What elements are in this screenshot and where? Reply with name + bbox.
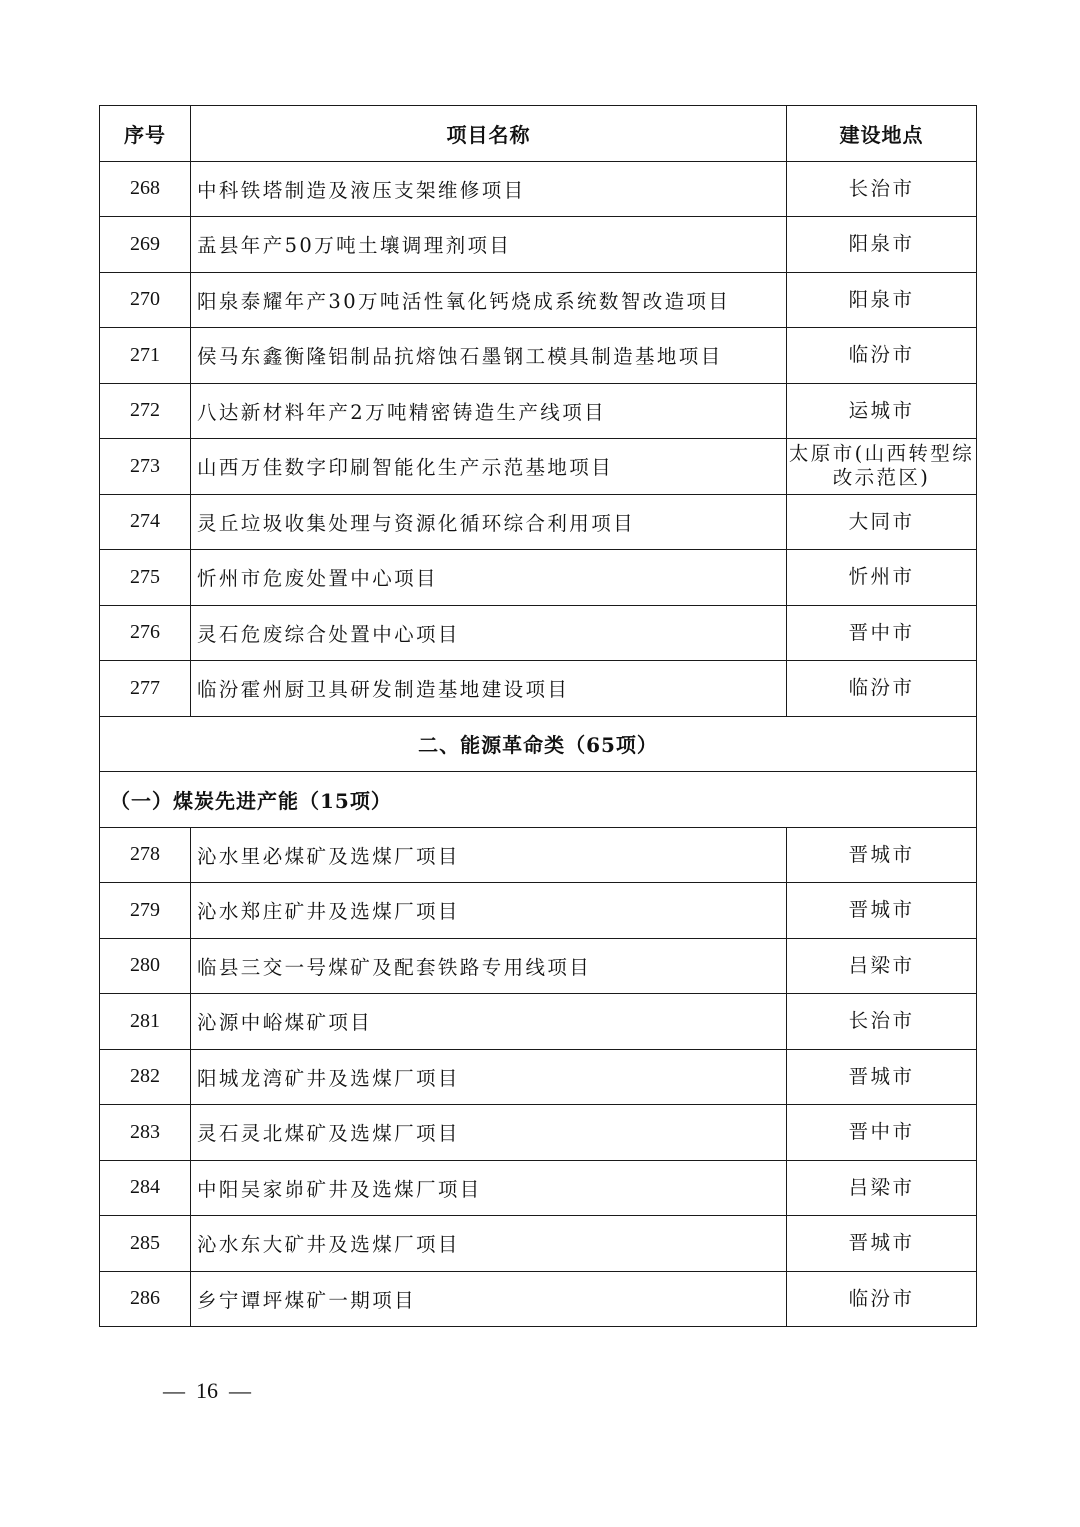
project-name: 灵石危废综合处置中心项目 [191, 605, 787, 661]
project-name: 侯马东鑫衡隆铝制品抗熔蚀石墨钢工模具制造基地项目 [191, 328, 787, 384]
row-number: 276 [100, 605, 191, 661]
project-location: 运城市 [787, 383, 977, 439]
project-location: 太原市(山西转型综改示范区) [787, 439, 977, 495]
row-number: 280 [100, 938, 191, 994]
section-row [100, 716, 977, 772]
table-row [100, 217, 977, 273]
row-number: 284 [100, 1160, 191, 1216]
project-name: 阳泉泰耀年产30万吨活性氧化钙烧成系统数智改造项目 [191, 272, 787, 328]
section-title: 二、能源革命类（65项） [100, 716, 977, 772]
project-name: 盂县年产50万吨土壤调理剂项目 [191, 217, 787, 273]
project-name: 中科铁塔制造及液压支架维修项目 [191, 161, 787, 217]
row-number: 275 [100, 550, 191, 606]
project-location: 临汾市 [787, 328, 977, 384]
project-location: 晋中市 [787, 1105, 977, 1161]
project-name: 阳城龙湾矿井及选煤厂项目 [191, 1049, 787, 1105]
table-row [100, 1105, 977, 1161]
subsection-title: （一）煤炭先进产能（15项） [100, 772, 977, 828]
row-number: 285 [100, 1216, 191, 1272]
row-number: 282 [100, 1049, 191, 1105]
row-number: 277 [100, 661, 191, 717]
row-number: 272 [100, 383, 191, 439]
subsection-row [100, 772, 977, 828]
project-name: 八达新材料年产2万吨精密铸造生产线项目 [191, 383, 787, 439]
section-block [100, 716, 977, 827]
project-location: 大同市 [787, 494, 977, 550]
table-body-bottom [100, 827, 977, 1327]
row-number: 283 [100, 1105, 191, 1161]
table-row [100, 827, 977, 883]
table-row [100, 1160, 977, 1216]
table-row [100, 383, 977, 439]
project-name: 沁水郑庄矿井及选煤厂项目 [191, 883, 787, 939]
table-row [100, 938, 977, 994]
table-body-top [100, 161, 977, 716]
table-row [100, 661, 977, 717]
row-number: 269 [100, 217, 191, 273]
row-number: 274 [100, 494, 191, 550]
table-row [100, 1049, 977, 1105]
table-row [100, 883, 977, 939]
project-name: 沁源中峪煤矿项目 [191, 994, 787, 1050]
project-location: 临汾市 [787, 1271, 977, 1327]
project-location: 阳泉市 [787, 217, 977, 273]
header-location: 建设地点 [787, 106, 977, 162]
project-name: 灵丘垃圾收集处理与资源化循环综合利用项目 [191, 494, 787, 550]
project-location: 吕梁市 [787, 938, 977, 994]
row-number: 278 [100, 827, 191, 883]
table-row [100, 439, 977, 495]
row-number: 268 [100, 161, 191, 217]
table-row [100, 605, 977, 661]
project-location: 晋城市 [787, 1216, 977, 1272]
table-row [100, 1271, 977, 1327]
row-number: 279 [100, 883, 191, 939]
table-row [100, 1216, 977, 1272]
table-row [100, 494, 977, 550]
row-number: 271 [100, 328, 191, 384]
row-number: 286 [100, 1271, 191, 1327]
project-name: 临汾霍州厨卫具研发制造基地建设项目 [191, 661, 787, 717]
table-row [100, 161, 977, 217]
project-location: 晋中市 [787, 605, 977, 661]
page-number: — 16 — [163, 1378, 251, 1403]
project-name: 沁水里必煤矿及选煤厂项目 [191, 827, 787, 883]
row-number: 270 [100, 272, 191, 328]
project-name: 灵石灵北煤矿及选煤厂项目 [191, 1105, 787, 1161]
project-name: 沁水东大矿井及选煤厂项目 [191, 1216, 787, 1272]
table-row [100, 550, 977, 606]
project-name: 忻州市危废处置中心项目 [191, 550, 787, 606]
project-table [99, 105, 977, 1327]
table-row [100, 994, 977, 1050]
project-location: 长治市 [787, 161, 977, 217]
project-name: 山西万佳数字印刷智能化生产示范基地项目 [191, 439, 787, 495]
project-location: 晋城市 [787, 1049, 977, 1105]
project-location: 吕梁市 [787, 1160, 977, 1216]
table-row [100, 328, 977, 384]
header-num: 序号 [100, 106, 191, 162]
row-number: 281 [100, 994, 191, 1050]
project-location: 晋城市 [787, 883, 977, 939]
project-location: 晋城市 [787, 827, 977, 883]
project-name: 中阳吴家峁矿井及选煤厂项目 [191, 1160, 787, 1216]
header-name: 项目名称 [191, 106, 787, 162]
row-number: 273 [100, 439, 191, 495]
project-location: 忻州市 [787, 550, 977, 606]
project-location: 阳泉市 [787, 272, 977, 328]
table-header-row [100, 106, 977, 162]
project-location: 临汾市 [787, 661, 977, 717]
table-row [100, 272, 977, 328]
project-location: 长治市 [787, 994, 977, 1050]
project-name: 临县三交一号煤矿及配套铁路专用线项目 [191, 938, 787, 994]
project-name: 乡宁谭坪煤矿一期项目 [191, 1271, 787, 1327]
